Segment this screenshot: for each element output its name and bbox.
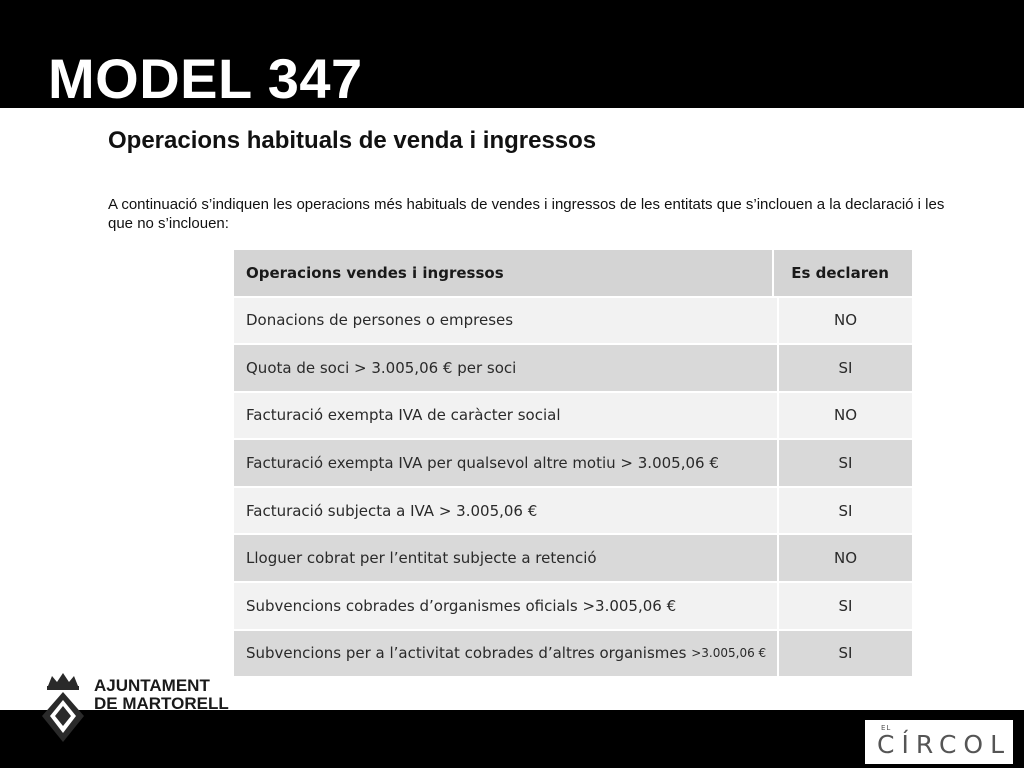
declared-cell: SI <box>779 583 912 629</box>
operations-table <box>234 250 912 676</box>
operation-cell: Donacions de persones o empreses <box>234 298 777 344</box>
ajuntament-line2: DE MARTORELL <box>94 694 229 713</box>
operation-cell: Quota de soci > 3.005,06 € per soci <box>234 345 777 391</box>
operation-cell: Facturació subjecta a IVA > 3.005,06 € <box>234 488 777 534</box>
table-header-row <box>234 250 912 296</box>
operation-cell <box>234 631 777 677</box>
table-row <box>234 583 912 629</box>
section-heading: Operacions habituals de venda i ingressos <box>108 127 597 154</box>
table-row <box>234 631 912 677</box>
header-declared: Es declaren <box>774 250 912 296</box>
declared-cell: SI <box>779 631 912 677</box>
table-row <box>234 393 912 439</box>
operation-cell: Lloguer cobrat per l’entitat subjecte a retenció <box>234 535 777 581</box>
table-row <box>234 345 912 391</box>
declared-cell: SI <box>779 440 912 486</box>
operation-cell: Facturació exempta IVA de caràcter social <box>234 393 777 439</box>
operation-threshold: >3.005,06 € <box>691 646 767 661</box>
declared-cell: NO <box>779 535 912 581</box>
table-row <box>234 535 912 581</box>
municipal-shield-icon <box>38 670 88 746</box>
table-row <box>234 488 912 534</box>
intro-paragraph: A continuació s’indiquen les operacions més habituals de vendes i ingressos de les entitats que s’inclouen a la declaració i les que no s’inclouen: <box>108 196 945 232</box>
circol-name: CÍRCOL <box>877 730 1012 759</box>
declared-cell: SI <box>779 345 912 391</box>
operation-cell: Subvencions cobrades d’organismes oficials >3.005,06 € <box>234 583 777 629</box>
declared-cell: NO <box>779 298 912 344</box>
circol-prefix: EL <box>881 724 892 732</box>
declared-cell: NO <box>779 393 912 439</box>
circol-logo <box>865 720 1013 764</box>
table-row <box>234 440 912 486</box>
ajuntament-name <box>94 677 229 713</box>
slide-title: MODEL 347 <box>48 47 363 110</box>
ajuntament-logo <box>38 670 238 746</box>
operation-cell: Facturació exempta IVA per qualsevol altre motiu > 3.005,06 € <box>234 440 777 486</box>
declared-cell: SI <box>779 488 912 534</box>
ajuntament-line1: AJUNTAMENT <box>94 676 210 695</box>
header-operations: Operacions vendes i ingressos <box>234 250 772 296</box>
operation-text: Subvencions per a l’activitat cobrades d’altres organismes <box>246 644 687 663</box>
table-row <box>234 298 912 344</box>
